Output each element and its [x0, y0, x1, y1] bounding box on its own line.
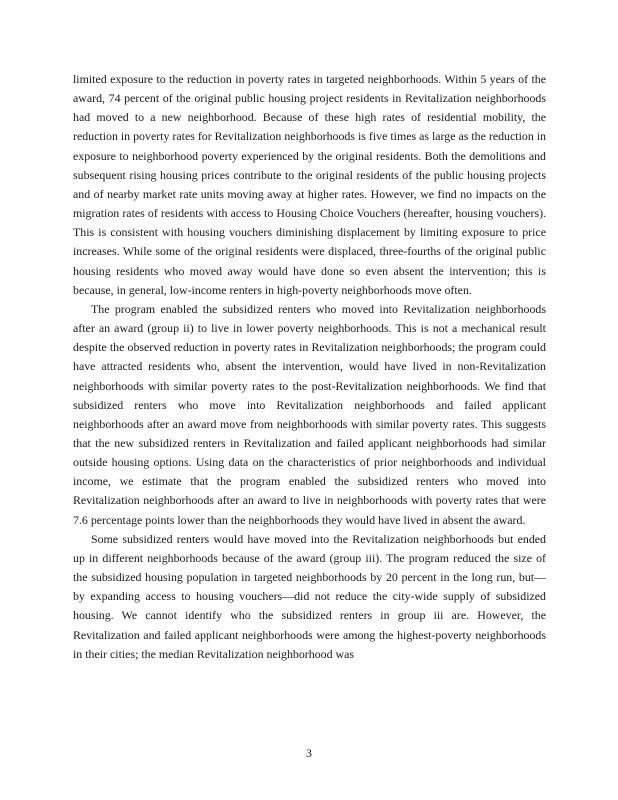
paragraph-2: The program enabled the subsidized renters who moved into Revitalization neighborhoods after an award (group ii) to live in lower poverty neighborhoods. This is not a mechanical result despite the observed reduction in poverty rates in Revitalization neighborhoods; the program could have attracted residents who, absent the intervention, would have lived in non-Revitalization neighborhoods with similar poverty rates to the post-Revitalization neighborhoods. We find that subsidized renters who move into Revitalization neighborhoods and failed applicant neighborhoods after an award move from neighborhoods with similar poverty rates. This suggests that the new subsidized renters in Revitalization and failed applicant neighborhoods had similar outside housing options. Using data on the characteristics of prior neighborhoods and individual income, we estimate that the program enabled the subsidized renters who moved into Revitalization neighborhoods after an award to live in neighborhoods with poverty rates that were 7.6 percentage points lower than the neighborhoods they would have lived in absent the award.: [73, 301, 546, 527]
paragraph-3: Some subsidized renters would have moved into the Revitalization neighborhoods but ended up in different neighborhoods because of the award (group iii). The program reduced the size of the subsidized housing population in targeted neighborhoods by 20 percent in the long run, but—by expanding access to housing vouchers—did not reduce the city-wide supply of subsidized housing. We cannot identify who the subsidized renters in group iii are. However, the Revitalization and failed applicant neighborhoods were among the highest-poverty neighborhoods in their cities; the median Revitalization neighborhood was: [73, 531, 546, 661]
body-text: [73, 70, 546, 664]
paragraph-1: limited exposure to the reduction in poverty rates in targeted neighborhoods. Within 5 years of the award, 74 percent of the original public housing project residents in Revitalization neighborhoods had moved to a new neighborhood. Because of these high rates of residential mobility, the reduction in poverty rates for Revitalization neighborhoods is five times as large as the reduction in exposure to neighborhood poverty experienced by the original residents. Both the demolitions and subsequent rising housing prices contribute to the original residents of the public housing projects and of nearby market rate units moving away at higher rates. However, we find no impacts on the migration rates of residents with access to Housing Choice Vouchers (hereafter, housing vouchers). This is consistent with housing vouchers diminishing displacement by limiting exposure to price increases. While some of the original residents were displaced, three-fourths of the original public housing residents who moved away would have done so even absent the intervention; this is because, in general, low-income renters in high-poverty neighborhoods move often.: [73, 72, 546, 297]
page-number: 3: [306, 746, 312, 760]
